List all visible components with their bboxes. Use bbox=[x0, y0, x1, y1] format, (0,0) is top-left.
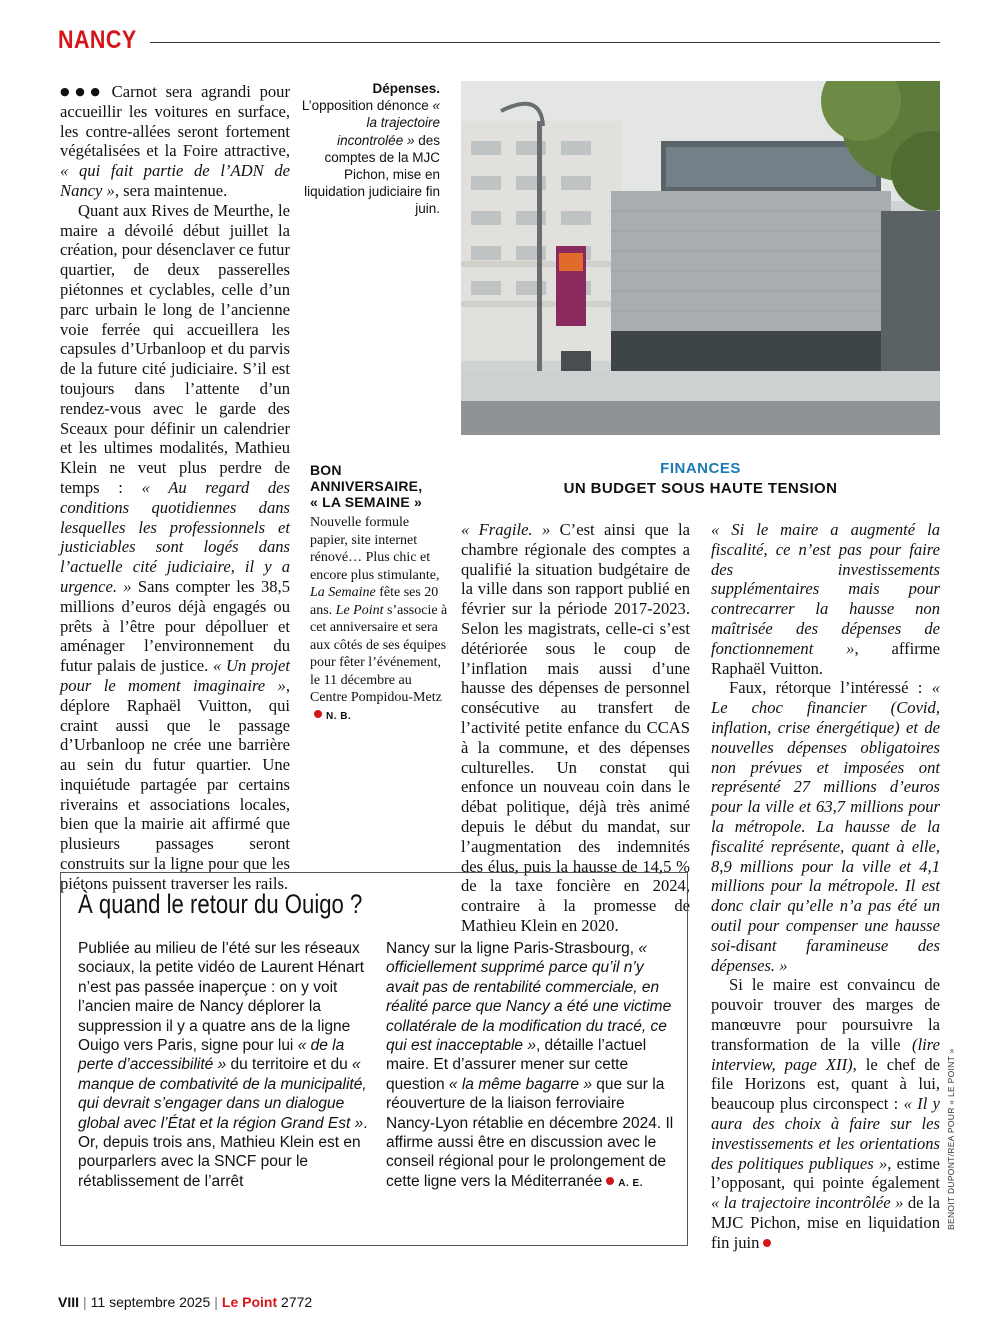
article-column-left bbox=[60, 82, 290, 894]
paragraph: « Fragile. » C’est ainsi que la chambre régionale des comptes a qualifié la situation budgétaire de la ville dans son rapport publié en février sur la période 2017-2023. Selon les magistrats, celle-ci s’est détériorée sous le coup de l’inflation mais aussi d’une hausse des dépenses de personnel consécutive au transfert de l’activité petite enfance du CCAS à la commune, et des dépenses culturelles. Un constat qui enfonce un nouveau coin dans le débat politique, déjà très animé depuis le début du mandat, sur l’augmentation des indemnités des élus, puis la hausse de 14,5 % de la taxe foncière en 2024, contraire à la promesse de Mathieu Klein en 2020. bbox=[461, 520, 690, 935]
box-title: À quand le retour du Ouigo ? bbox=[78, 889, 363, 919]
end-mark-icon bbox=[606, 1177, 614, 1185]
magazine-name: Le Point bbox=[221, 1294, 278, 1310]
section-title: NANCY bbox=[58, 26, 137, 54]
page-footer: VIII | 11 septembre 2025 | Le Point 2772 bbox=[58, 1294, 313, 1310]
finances-kicker: FINANCES bbox=[660, 460, 741, 477]
page-number: VIII bbox=[58, 1294, 80, 1310]
sidebar-text: Nouvelle formule papier, site internet rénové… Plus chic et encore plus stimulante, La Semaine fête ses 20 ans. Le Point s’associe à cet anniversaire et sera aux côtés de ses équipes pour fêter l’événement, le 11 décembre au Centre Pompidou-MetzN. B. bbox=[310, 515, 448, 722]
box-column-left: Publiée au milieu de l’été sur les réseaux sociaux, la petite vidéo de Laurent Hénart n’est pas passée inaperçue : on y voit l’ancien maire de Nancy déplorer la suppression il y a quatre ans de la ligne Ouigo vers Paris, signe pour lui « de la perte d’accessibilité » du territoire et du « manque de combativité de la municipalité, qui devrait s’engager dans un dialogue global avec l’État et la région Grand Est ». Or, depuis trois ans, Mathieu Klein est en pourparlers avec la SNCF pour le rétablissement de l’arrêt bbox=[78, 940, 368, 1190]
paragraph: « Si le maire a augmenté la fiscalité, ce n’est pas pour faire des investissements supplémentaires mais pour contrecarrer la hausse non maîtrisée des dépenses de fonctionnement », affirme Raphaël Vuitton. bbox=[711, 520, 941, 678]
sidebar-title: BON ANNIVERSAIRE, « LA SEMAINE » bbox=[310, 462, 423, 510]
photo-caption: Dépenses. L’opposition dénonce « la trajectoire incontrolée » des comptes de la MJC Pichon, mise en liquidation judiciaire fin juin. bbox=[301, 81, 440, 217]
end-mark-icon bbox=[314, 710, 322, 718]
finances-title: UN BUDGET SOUS HAUTE TENSION bbox=[563, 480, 838, 497]
caption-heading: Dépenses. bbox=[372, 81, 440, 96]
issue-date: 11 septembre 2025 bbox=[90, 1294, 211, 1310]
continuation-dots-icon: ●●● bbox=[60, 85, 106, 98]
article-column-right bbox=[711, 520, 940, 1252]
box-column-right: Nancy sur la ligne Paris-Strasbourg, « officiellement supprimé parce qu’il n’y avait pas de rentabilité commerciale, en réalité parce que Nancy a été une victime collatérale de la modification du tracé, ce qui est inacceptable », détaille l’actuel maire. Et d’assurer mener sur cette question « la même bagarre » que sur la réouverture de la liaison ferroviaire Nancy-Lyon rétablie en décembre 2024. Il affirme aussi être en discussion avec le conseil régional pour le prolongement de cette ligne vers la Méditerranée A. E. bbox=[386, 940, 674, 1190]
sidebar-anniversary bbox=[310, 462, 450, 725]
signature: A. E. bbox=[618, 1177, 643, 1189]
building-photo bbox=[461, 81, 940, 435]
paragraph: Si le maire est convaincu de pouvoir trouver des marges de manœuvre pour poursuivre la transformation de la ville (lire interview, page XII), le chef de file Horizons est, quant à lui, beaucoup plus circonspect : « Il y aura des choix à faire sur les investissements et les orientations des politiques publiques », estime l’opposant, qui pointe également « la trajectoire incontrôlée » de la MJC Pichon, mise en liquidation fin juin bbox=[711, 975, 940, 1252]
paragraph: Quant aux Rives de Meurthe, le maire a dévoilé début juillet la création, pour désenclaver ce futur quartier, de deux passerelles piétonnes et cyclables, celle d’un parc urbain le long de l’ancienne voie ferrée qui accueillera les capsules d’Urbanloop et du parvis de la future cité judiciaire. S’il est toujours dans l’attente d’un rendez-vous avec le garde des Sceaux pour définir un calendrier et les ultimes modalités, Mathieu Klein ne veut plus perdre de temps : « Au regard des conditions quotidiennes dans lesquelles les professionnels et justiciables sont logés dans l’actuelle cité judiciaire, il y a urgence. » Sans compter les 38,5 millions d’euros déjà engagés ou prêts à l’être pour dépolluer et aménager l’environnement du futur palais de justice. « Un projet pour le moment imaginaire », déplore Raphaël Vuitton, qui craint aussi que le passage d’Urbanloop ne crée une barrière au sein du futur quartier. Une inquiétude partagée par certains riverains et associations locales, bien que la mairie ait affirmé que plusieurs passages seront construits sur la ligne pour que les piétons puissent traverser les rails. bbox=[60, 200, 291, 893]
header-rule bbox=[150, 42, 940, 43]
end-mark-icon bbox=[763, 1239, 771, 1247]
issue-number: 2772 bbox=[281, 1294, 313, 1310]
paragraph: Faux, rétorque l’intéressé : « Le choc financier (Covid, inflation, crise énergétique) et de nouvelles dépenses obligatoires non prévues et imposées ont représenté 27 millions d’euros pour la ville et 63,7 millions pour la métropole. La hausse de la fiscalité représente, quant à elle, 8,9 millions pour la ville et 4,1 millions pour la métropole. Il est donc clair qu’elle n’a pas été un outil pour compenser une hausse soi-disant faramineuse des dépenses. » bbox=[711, 678, 940, 975]
paragraph: ●●● Carnot sera agrandi pour accueillir les voitures en surface, les contre-allées seront fortement végétalisées et la Foire attractive, « qui fait partie de l’ADN de Nancy », sera maintenue. bbox=[60, 82, 291, 200]
photo-credit: BENOIT DUPONT/REA POUR « LE POINT » bbox=[946, 1048, 956, 1230]
signature: N. B. bbox=[326, 710, 352, 722]
